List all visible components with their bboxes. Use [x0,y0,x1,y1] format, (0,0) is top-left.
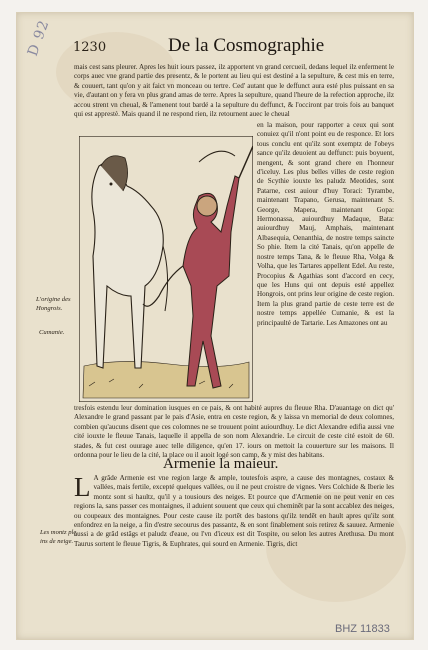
page-number: 1230 [73,40,107,55]
bottom-paragraph [74,474,394,549]
sidenote-cumanie: Cumanie. [39,329,65,336]
section-heading: Armenie la maieur. [163,456,279,472]
middle-paragraph [74,404,394,460]
catalog-stamp: BHZ 11833 [335,623,390,635]
sidenote-origin: L'origine des Hongrois. [36,296,71,312]
top-paragraph [74,63,394,119]
page-title: De la Cosmographie [168,35,325,56]
drop-cap: L [74,472,91,502]
right-column-text [257,121,394,328]
sidenote-mountains: Les montz plę ins de neige. [40,529,77,545]
man-leading-horse-woodcut [79,136,253,402]
bottom-paragraph-text: A grãde Armenie est vne region large & ample, toutesfois aspre, a cause des montagnes, costaux & vallées, mais fertile, excepté quelques vallées, ou il ne peut croistre de vignes. Vers Colchide & Iberie les montz sont si haultz, qu'il y a tousiours des neiges. Et pource que d'Armenie on ne peut venir en ces regions la, sans passer ces montaignes, il aduient souuent que ceux qui cheminēt par la sont accablez des neiges, ou coupeaux des montaignes. Pour ceste cause ilz portēt des bastons qu'ilz tendēt en hault apres qu'ilz sont enfondrez en la neige, a fin d'estre secourus des passantz, & en sont finablement sois retirez & sauuez. Armenie aussi a de grãd estãgs et paludz d'eaue, ou l'vn d'iceux est dit Tospite, ou selon les autres Arethusa. Du mont Taurus sortent le fleuue Tigris, & Euphrates, qui sourd en Armenie. Tigris, dict [74,474,394,548]
right-column-paragraph: en la maison, pour rapporter a ceux qui sont conuiez qu'il n'ont point eu de responce. Et lors tous conclu ent qu'ilz sont exemptz de l'obeys sance qu'ilz deuoient au deffunct: puis boyuent, mengent, & sont grand chere en l'honneur d'iceluy. Les plus belles villes de ceste region de Scythie iouxte les paludz Meotides, sont Patarne, cest auiour d'huy Toraci: Tyrambe, maintenant Trapano, Gerusa, maintenant S. George, Mapera, maintenant Gopa: Hermonassa, auiourdhuy Madaque, Bata: auiourdhuy Mauj, Amphais, maintenant Albasequia, Oenanthia, de nostre temps saincte So phie. Item la cité Tanais, qu'on appelle de nostre temps Tana, & le fleuue Rha, Volga & Volha, que les Tartares appellent Edel. Au reste, Procopius & Agathias sont d'accord en cecy, que les Huns qui ont depuis esté appellez Hongrois, ont prins leur origine de ceste region. Item la plus grand partie de ceste terre est de nostre temps appellée Cumanie, & est la principaulté de Tartarie. Les Amazones ont au [257,121,394,327]
middle-paragraph-text: tresfois estendu leur domination iusques en ce pais, & ont habité aupres du fleuue Rha. D'auantage on dict qu' Alexandre le grand passant par le pais d'Asie, entra en ceste region, & y laissa vn memorial de deux colomnes, combien qu'aucuns disent que ces colomnes ne se trouuent point auiourdhuy. Le dict Alexandre edifia aussi vne cité iouxte le fleuue Tanais, laquelle il appella de son nom Alexandrie. Le circuit de ceste cité estoit de 60. stades, & fut cest ouurage auec telle diligence, qu'en 17. iours on mettoit la couuerture sur les maisons. Il ordonna pour le lieu de la cité, la place ou il auoit logé son camp, & y mist des habitans. [74,404,394,460]
top-paragraph-text: mais cest sans pleurer. Apres les huit iours passez, ilz apportent vn grand cercueil, dedans lequel ilz enferment le corps auec vne grand partie des presentz, & le portent au lieu qui est destiné a la sepulture, & cest mis en terre, & couuert, tant qu'on y ait faict vn monceau ou tertre. Ced' autant que le deffunct aura esté plus puissant en sa vie, d'autant on y fera vn plus grand amas de terre. Apres la sepulture, quand l'heure de la refection approche, ilz accou strent vn cheual, & l'amenent tout bardé a la sepulture du deffunct, & l'occiront par trois fois au banquet qui est apprestè. Mais quand il ne respond rien, ilz retournent auec le cheual [74,63,394,119]
manuscript-note: D 92 [24,17,53,59]
